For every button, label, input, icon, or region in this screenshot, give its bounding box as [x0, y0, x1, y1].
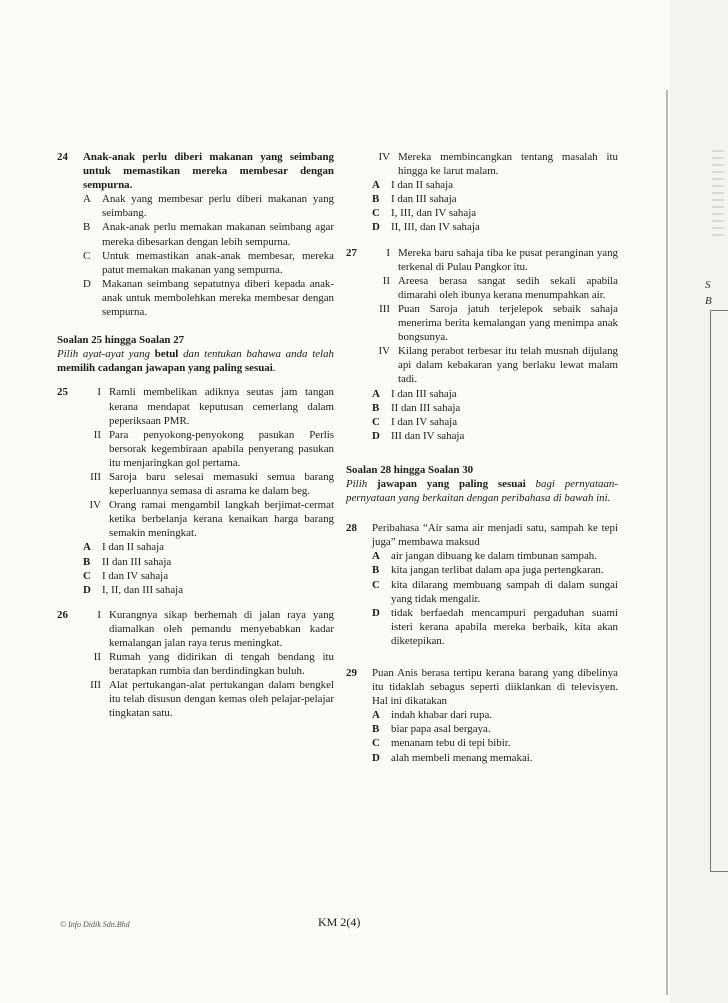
statement-text: Areesa berasa sangat sedih sekali apabila dimarahi oleh ibunya kerana menumpahkan air.	[398, 274, 618, 301]
option-text: kita dilarang membuang sampah di dalam sungai yang tidak mengalir.	[391, 578, 618, 605]
statement-text: Mereka baru sahaja tiba ke pusat peranginan yang terkenal di Pulau Pangkor itu.	[398, 246, 618, 273]
section-instruction-text: Pilih ayat-ayat yang betul dan tentukan bahawa anda telah memilih cadangan jawapan yang paling sesuai.	[57, 348, 334, 375]
answer-option	[372, 722, 618, 736]
statement-text: Puan Saroja jatuh terjelepok sebaik sahaja menerima berita kemalangan yang menimpa anak bongsunya.	[398, 302, 618, 344]
section-instructions	[346, 463, 618, 505]
option-key: D	[372, 751, 380, 764]
adjacent-page-letter: S	[705, 279, 711, 291]
question-27	[346, 246, 618, 443]
answer-option	[372, 192, 618, 206]
statement	[83, 650, 334, 678]
answer-option	[372, 429, 618, 443]
answer-option	[83, 220, 334, 248]
question-number: 25	[57, 386, 68, 399]
statement-text: Alat pertukangan-alat pertukangan dalam bengkel itu telah disusun dengan kemas oleh pelajar-pelajar tingkatan satu.	[109, 679, 334, 720]
statement-text: Kilang perabot terbesar itu telah musnah dijulang api dalam kebakaran yang berlaku lewat malam tadi.	[398, 345, 618, 386]
question-number: 29	[346, 667, 357, 679]
statement-text: Mereka membincangkan tentang masalah itu hingga ke larut malam.	[398, 151, 618, 178]
answer-option	[372, 415, 618, 429]
statement-key: I	[97, 386, 101, 399]
publisher-footer: © Info Didik Sdn.Bhd	[60, 920, 130, 929]
statement	[83, 470, 334, 498]
statement-key: IV	[378, 345, 390, 358]
option-text: III dan IV sahaja	[391, 429, 465, 442]
option-text: I dan II sahaja	[102, 541, 164, 554]
option-text: I dan IV sahaja	[102, 569, 169, 582]
statement	[83, 678, 334, 720]
statement	[83, 385, 334, 427]
option-key: B	[83, 221, 91, 234]
statement-key: III	[379, 302, 390, 315]
option-key: A	[83, 541, 91, 554]
question-stem: Peribahasa “Air sama air menjadi satu, sampah ke tepi juga” membawa maksud	[372, 522, 618, 549]
adjacent-page-speckle	[712, 150, 724, 240]
option-text: I, II, dan III sahaja	[102, 583, 184, 596]
answer-option	[372, 736, 618, 750]
option-key: B	[372, 193, 380, 206]
option-key: D	[372, 606, 380, 619]
option-key: C	[372, 578, 380, 591]
option-text: indah khabar dari rupa.	[391, 709, 492, 722]
option-text: Anak-anak perlu memakan makanan seimbang agar mereka dibesarkan dengan lebih sempurna.	[102, 221, 334, 248]
statement-key: III	[90, 470, 101, 483]
statement-key: II	[93, 651, 101, 664]
option-key: D	[372, 429, 380, 442]
question-26	[57, 608, 334, 721]
option-key: B	[83, 555, 91, 568]
adjacent-page-letter: B	[705, 295, 712, 307]
option-key: B	[372, 723, 380, 736]
option-text: air jangan dibuang ke dalam timbunan sampah.	[391, 550, 597, 563]
answer-option	[372, 606, 618, 648]
option-text: I dan II sahaja	[391, 179, 453, 192]
statement-key: IV	[378, 151, 390, 163]
answer-option	[83, 277, 334, 319]
answer-option	[372, 178, 618, 192]
answer-option	[372, 708, 618, 722]
option-key: D	[83, 583, 91, 596]
question-stem: Puan Anis berasa tertipu kerana barang yang dibelinya itu tidaklah sebagus seperti diiklankan di televisyen. Hal ini dikatakan	[372, 667, 618, 708]
option-text: biar papa asal bergaya.	[391, 723, 491, 736]
statement-key: I	[386, 246, 390, 259]
question-28	[346, 521, 618, 648]
answer-option	[83, 583, 334, 597]
statement-key: IV	[89, 499, 101, 512]
answer-option	[83, 569, 334, 583]
statement-text: Kurangnya sikap berhemah di jalan raya yang diamalkan oleh pemandu menyebabkan kadar kemalangan jalan raya terus meningkat.	[109, 608, 334, 649]
option-key: D	[83, 277, 91, 290]
answer-option	[372, 578, 618, 606]
option-text: Untuk memastikan anak-anak membesar, mereka patut memakan makanan yang sempurna.	[102, 249, 334, 276]
option-key: A	[83, 193, 91, 206]
option-key: C	[83, 249, 91, 262]
option-key: B	[372, 564, 380, 577]
left-column	[57, 150, 334, 732]
statement-key: I	[97, 608, 101, 621]
option-key: A	[372, 550, 380, 563]
statement-text: Saroja baru selesai memasuki semua barang keperluannya semasa di asrama ke dalam beg.	[109, 470, 334, 498]
option-key: C	[372, 737, 380, 750]
option-text: menanam tebu di tepi bibir.	[391, 737, 511, 750]
question-number: 27	[346, 246, 357, 259]
option-text: II, III, dan IV sahaja	[391, 221, 480, 234]
statement	[83, 608, 334, 650]
answer-option	[83, 249, 334, 277]
answer-option	[372, 751, 618, 765]
statement	[372, 274, 618, 302]
option-text: II dan III sahaja	[102, 555, 172, 568]
option-text: I dan III sahaja	[391, 387, 457, 400]
adjacent-page-box	[710, 310, 728, 872]
option-text: II dan III sahaja	[391, 401, 461, 414]
page-fold-shadow	[666, 90, 668, 995]
section-title: Soalan 28 hingga Soalan 30	[346, 463, 474, 476]
statement	[83, 498, 334, 540]
page-code: KM 2(4)	[318, 915, 361, 929]
option-text: Anak yang membesar perlu diberi makanan yang seimbang.	[102, 193, 334, 220]
statement	[372, 246, 618, 274]
question-25	[57, 385, 334, 596]
option-key: D	[372, 221, 380, 234]
question-number: 24	[57, 151, 68, 163]
answer-option	[372, 206, 618, 220]
answer-option	[372, 220, 618, 234]
option-key: A	[372, 387, 380, 400]
statement-text: Para penyokong-penyokong pasukan Perlis bersorak kegembiraan apabila penyerang pasukan itu menjaringkan gol pertama.	[109, 428, 334, 469]
statement-text: Rumah yang didirikan di tengah bendang itu beratapkan rumbia dan berdindingkan buluh.	[109, 651, 334, 678]
answer-option	[372, 401, 618, 415]
answer-option	[372, 563, 618, 577]
option-text: I dan III sahaja	[391, 193, 457, 206]
statement	[83, 428, 334, 470]
option-text: kita jangan terlibat dalam apa juga pertengkaran.	[391, 564, 604, 577]
option-key: C	[372, 207, 380, 220]
section-title: Soalan 25 hingga Soalan 27	[57, 334, 185, 347]
question-29	[346, 666, 618, 765]
question-26-continued	[346, 150, 618, 235]
option-text: Makanan seimbang sepatutnya diberi kepada anak-anak untuk membolehkan mereka membesar dengan sempurna.	[102, 277, 334, 319]
section-instruction-text: Pilih jawapan yang paling sesuai bagi pernyataan-pernyataan yang berkaitan dengan peribahasa di bawah ini.	[346, 477, 618, 505]
question-number: 26	[57, 608, 68, 621]
right-column	[346, 150, 618, 776]
question-number: 28	[346, 522, 357, 535]
statement	[372, 150, 618, 178]
answer-option	[372, 387, 618, 401]
answer-option	[83, 192, 334, 220]
answer-option	[83, 540, 334, 554]
option-text: tidak berfaedah mencampuri pergaduhan suami isteri kerana apabila mereka berbaik, kita akan diketepikan.	[391, 606, 618, 647]
statement	[372, 302, 618, 344]
answer-option	[83, 555, 334, 569]
option-key: C	[372, 415, 380, 428]
statement-key: III	[90, 679, 101, 692]
option-text: I dan IV sahaja	[391, 415, 458, 428]
question-24	[57, 150, 334, 319]
statement-key: II	[93, 428, 101, 441]
option-key: C	[83, 569, 91, 582]
option-key: A	[372, 179, 380, 192]
option-key: B	[372, 401, 380, 414]
option-text: I, III, dan IV sahaja	[391, 207, 477, 220]
section-instructions	[57, 333, 334, 375]
statement-text: Ramli membelikan adiknya seutas jam tangan kerana mendapat keputusan cemerlang dalam peperiksaan PMR.	[109, 386, 334, 427]
option-key: A	[372, 709, 380, 722]
statement-key: II	[382, 274, 390, 287]
statement	[372, 344, 618, 386]
statement-text: Orang ramai mengambil langkah berjimat-cermat ketika berbelanja kerana kenaikan harga barang semakin meningkat.	[109, 499, 334, 540]
option-text: alah membeli menang memakai.	[391, 751, 533, 764]
answer-option	[372, 549, 618, 563]
question-stem: Anak-anak perlu diberi makanan yang seimbang untuk memastikan mereka membesar dengan sempurna.	[83, 151, 334, 192]
